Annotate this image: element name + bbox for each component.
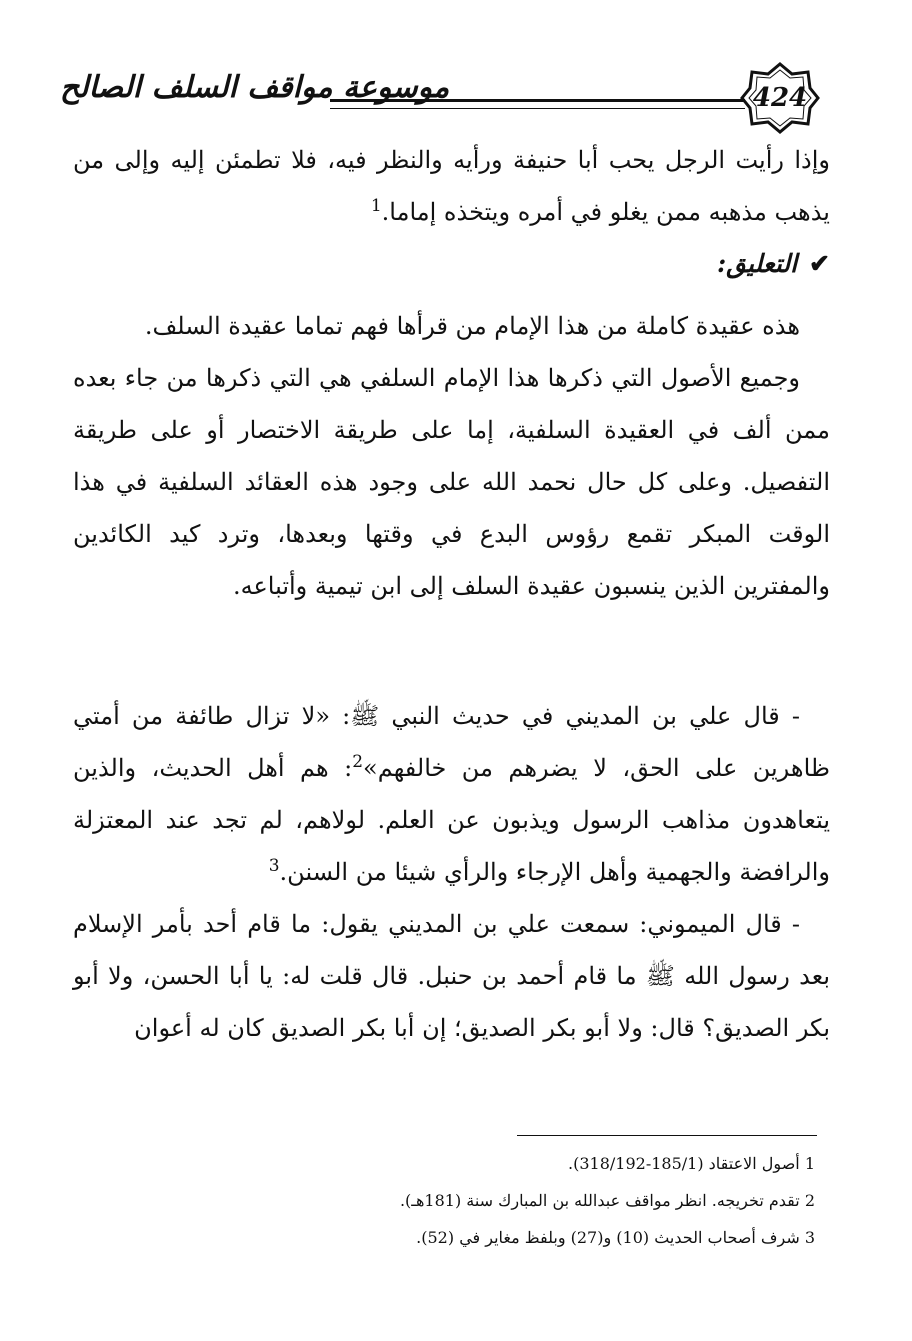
paragraph-continuation: [73, 134, 830, 238]
footnote-ref: 3: [268, 856, 280, 876]
footnote-ref: 2: [352, 752, 364, 772]
paragraph-text: وإذا رأيت الرجل يحب أبا حنيفة ورأيه والنظر فيه، فلا تطمئن إليه وإلى من يذهب مذهبه ممن يغلو في أمره ويتخذه إماما.: [73, 146, 830, 226]
quote-text: : هم أهل الحديث، والذين يتعاهدون مذاهب الرسول ويذبون عن العلم. لولاهم، لم تجد عند المعتزلة والرافضة والجهمية وأهل الإرجاء والرأي شيئا من السنن.: [73, 754, 830, 886]
check-mark-icon: ✔: [809, 249, 830, 278]
quote-paragraph: [73, 690, 830, 898]
quote-text: - قال علي بن المديني في حديث النبي ﷺ: «لا تزال طائفة من أمتي ظاهرين على الحق، لا يضرهم من خالفهم»: [73, 702, 830, 782]
footnote-text: شرف أصحاب الحديث (10) و(27) وبلفظ مغاير في (52).: [416, 1228, 800, 1247]
footnote-number: 3: [804, 1228, 815, 1247]
page-number-badge: [740, 62, 820, 134]
page-header: [60, 62, 830, 132]
commentary-paragraph: هذه عقيدة كاملة من هذا الإمام من قرأها فهم تماما عقيدة السلف.: [144, 312, 800, 340]
commentary-block: [73, 300, 830, 612]
running-title: موسوعة مواقف السلف الصالح: [60, 70, 450, 105]
footnote-separator: [517, 1135, 817, 1136]
footnote-text: تقدم تخريجه. انظر مواقف عبدالله بن المبارك سنة (181هـ).: [399, 1191, 800, 1210]
header-rule: [330, 99, 745, 109]
footnote-text: أصول الاعتقاد (185/1-318/192).: [568, 1154, 800, 1173]
footnote-number: 1: [804, 1154, 815, 1173]
footnote: [300, 1182, 815, 1219]
commentary-heading: [73, 238, 830, 290]
footnotes: [300, 1145, 815, 1256]
page-number: 424: [752, 83, 808, 113]
footnote-ref: 1: [370, 196, 382, 216]
quote-paragraph: - قال الميموني: سمعت علي بن المديني يقول: ما قام أحد بأمر الإسلام بعد رسول الله ﷺ ما قام أحمد بن حنبل. قال قلت له: يا أبا الحسن، ولا أبو بكر الصديق؟ قال: ولا أبو بكر الصديق؛ إن أبا بكر الصديق كان له أعوان: [73, 910, 830, 1042]
footnote-number: 2: [804, 1191, 815, 1210]
footnote: [300, 1145, 815, 1182]
top-text-block: [73, 134, 830, 290]
heading-text: التعليق:: [716, 249, 798, 278]
footnote: [300, 1219, 815, 1256]
quotes-block: [73, 690, 830, 1054]
commentary-paragraph: وجميع الأصول التي ذكرها هذا الإمام السلفي هي التي ذكرها من جاء بعده ممن ألف في العقيدة السلفية، إما على طريقة الاختصار أو على طريقة التفصيل. وعلى كل حال نحمد الله على وجود هذه العقائد السلفية في هذا الوقت المبكر تقمع رؤوس البدع في وقتها وبعدها، وترد كيد الكائدين والمفترين الذين ينسبون عقيدة السلف إلى ابن تيمية وأتباعه.: [73, 364, 831, 600]
